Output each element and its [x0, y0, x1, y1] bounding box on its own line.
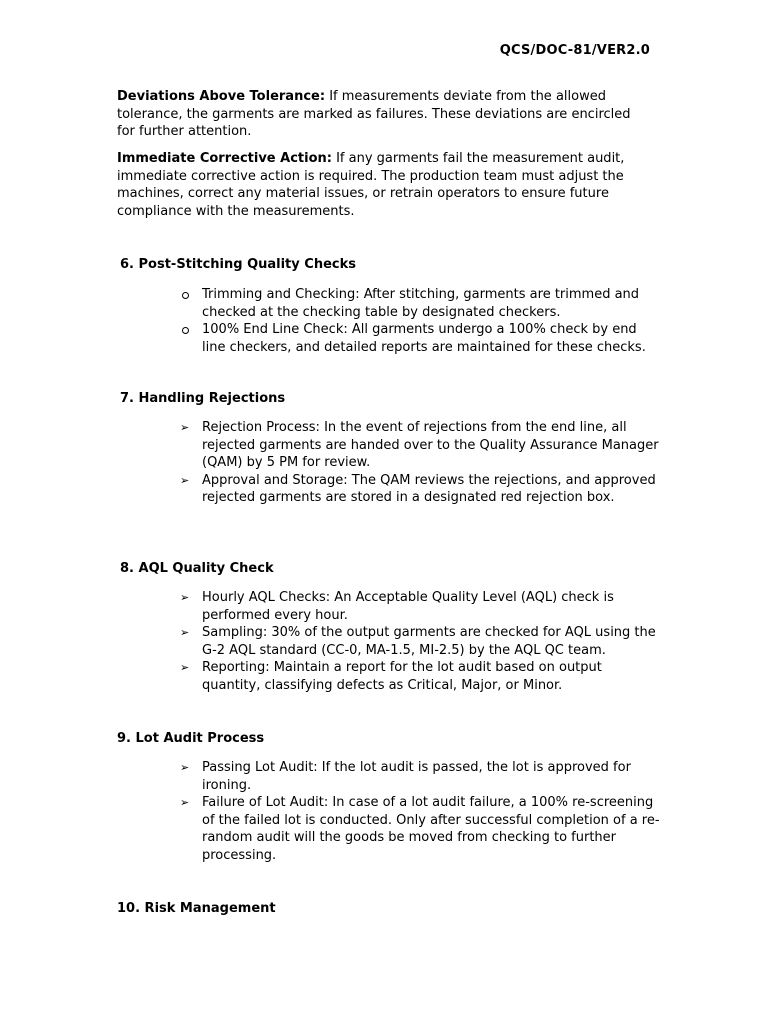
list-item	[180, 794, 660, 864]
corrective-action-paragraph	[117, 150, 647, 220]
list-item	[180, 589, 660, 624]
section-10-heading: 10. Risk Management	[117, 901, 276, 916]
section-9-list	[180, 759, 660, 864]
section-6-list	[180, 286, 660, 356]
section-8-list	[180, 589, 660, 694]
list-item-text: Passing Lot Audit: If the lot audit is passed, the lot is approved for ironing.	[202, 760, 631, 793]
list-item-text: Hourly AQL Checks: An Acceptable Quality Level (AQL) check is performed every hour.	[202, 590, 614, 623]
section-9-heading: 9. Lot Audit Process	[117, 731, 265, 746]
list-item-text: Failure of Lot Audit: In case of a lot audit failure, a 100% re-screening of the failed lot is conducted. Only after successful completion of a re-random audit will the goods be moved from checking to further processing.	[202, 795, 660, 863]
list-item-text: Trimming and Checking: After stitching, garments are trimmed and checked at the checking table by designated checkers.	[202, 287, 640, 320]
arrow-bullet-icon: ➢	[180, 591, 190, 604]
section-7-heading: 7. Handling Rejections	[120, 391, 286, 406]
circle-bullet-icon	[182, 327, 189, 334]
document-id: QCS/DOC-81/VER2.0	[499, 43, 650, 58]
section-7-list	[180, 419, 660, 507]
list-item	[180, 624, 660, 659]
list-item	[180, 759, 660, 794]
list-item-text: 100% End Line Check: All garments undergo a 100% check by end line checkers, and detailed reports are maintained for these checks.	[202, 322, 646, 355]
corrective-action-label: Immediate Corrective Action:	[117, 151, 332, 166]
list-item	[180, 419, 660, 472]
list-item-text: Approval and Storage: The QAM reviews the rejections, and approved rejected garments are stored in a designated red rejection box.	[202, 472, 656, 505]
arrow-bullet-icon: ➢	[180, 796, 190, 809]
deviations-label: Deviations Above Tolerance:	[117, 89, 326, 104]
arrow-bullet-icon: ➢	[180, 761, 190, 774]
list-item	[180, 286, 660, 321]
arrow-bullet-icon: ➢	[180, 473, 190, 487]
deviations-text: If measurements deviate from the allowed tolerance, the garments are marked as failures. These deviations are encircled for further attention.	[117, 89, 631, 139]
section-8-heading: 8. AQL Quality Check	[120, 561, 274, 576]
section-6-heading: 6. Post-Stitching Quality Checks	[120, 257, 356, 272]
list-item	[180, 659, 660, 694]
list-item	[180, 321, 660, 356]
list-item-text: Reporting: Maintain a report for the lot audit based on output quantity, classifying defects as Critical, Major, or Minor.	[202, 660, 602, 693]
arrow-bullet-icon: ➢	[180, 626, 190, 639]
corrective-action-text: If any garments fail the measurement audit, immediate corrective action is required. The production team must adjust the machines, correct any material issues, or retrain operators to ensure future compliance with the measurements.	[117, 151, 625, 219]
arrow-bullet-icon: ➢	[180, 421, 190, 434]
list-item-text: Sampling: 30% of the output garments are checked for AQL using the G-2 AQL standard (CC-0, MA-1.5, MI-2.5) by the AQL QC team.	[202, 625, 656, 658]
deviations-paragraph	[117, 88, 647, 141]
list-item-text: Rejection Process: In the event of rejections from the end line, all rejected garments are handed over to the Quality Assurance Manager (QAM) by 5 PM for review.	[202, 420, 659, 470]
arrow-bullet-icon: ➢	[180, 661, 190, 674]
list-item	[180, 472, 660, 507]
circle-bullet-icon	[182, 292, 189, 299]
